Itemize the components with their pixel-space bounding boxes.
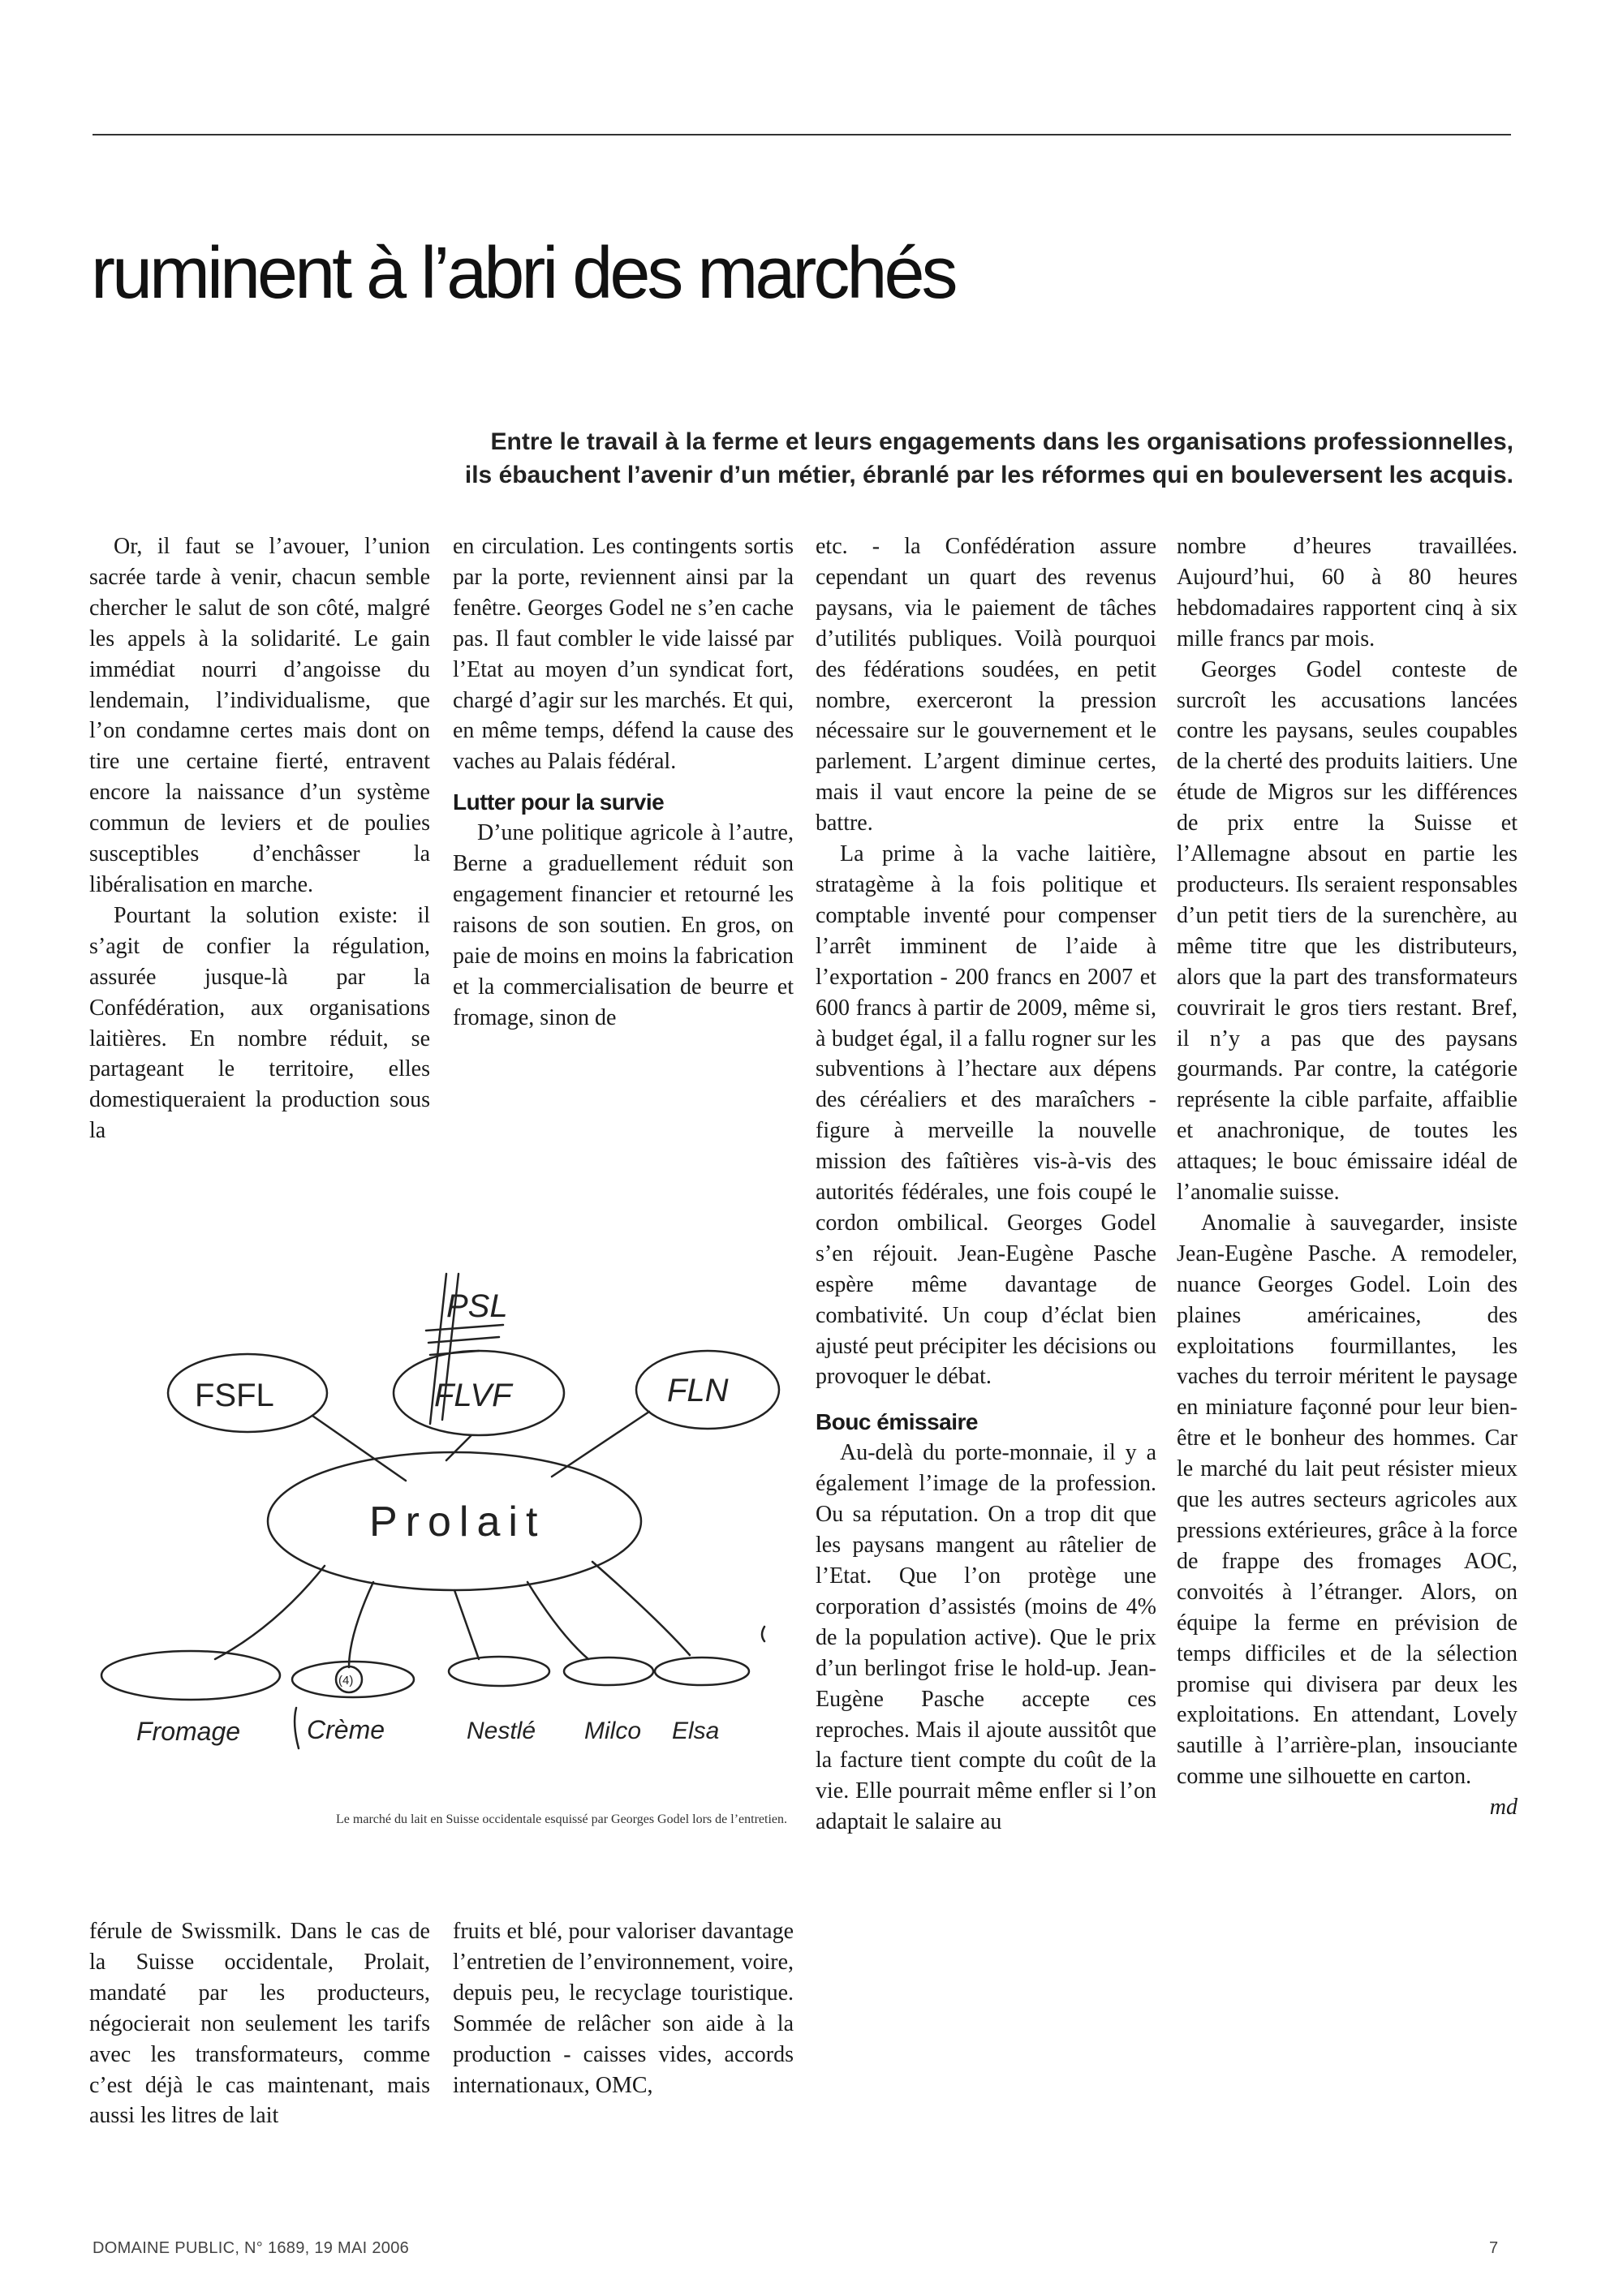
paragraph: etc. - la Confédération assure cependant un quart des revenus paysans, via le paiement de tâches d’utilités publiques. Voilà pourquoi des fédérations soudées, en petit nombre, exerceront la pression nécessaire sur le gouvernement et le parlement. L’argent diminue certes, mais il vaut encore la peine de se battre. — [816, 534, 1156, 836]
sketch-caption: Le marché du lait en Suisse occidentale esquissé par Georges Godel lors de l’entretien. — [336, 1812, 787, 1826]
paragraph: Georges Godel conteste de surcroît les accusations lancées contre les paysans, seules coupables de la cherté des produits laitiers. Une étude de Migros sur les différences de prix entre la Suisse et l’Allemagne absout en partie les producteurs. Ils seraient responsables d’un petit tiers de la surenchère, au même titre que les distributeurs, alors que la part des transformateurs couvrirait le gros tiers restant. Bref, il n’y a pas que des paysans gourmands. Par contre, la catégorie représente la cible parfaite, affaiblie et anachronique, de toutes les attaques; le bouc émissaire idéal de l’anomalie suisse. — [1177, 656, 1518, 1206]
column-1-bottom — [89, 1916, 430, 2131]
sketch-label-flvf: FLVF — [434, 1378, 512, 1413]
paragraph: Or, il faut se l’avouer, l’union sacrée tarde à venir, chacun semble chercher le salut de son côté, malgré les appels à la solidarité. Le gain immédiat nourri d’angoisse du lendemain, l’individualisme, que l’on condamne certes mais dont on tire une certaine fierté, entravent encore la naissance d’un système commun de leviers et de poulies susceptibles d’enchâsser la libéralisation en marche. — [89, 534, 430, 897]
paragraph: Pourtant la solution existe: il s’agit de confier la régulation, assurée jusque-là par la Confédération, aux organisations laitières. En nombre réduit, se partageant le territoire, elles domestiqueraient la production sous la — [89, 902, 430, 1144]
paragraph: fruits et blé, pour valoriser davantage l’entretien de l’environnement, voire, depuis peu, le recyclage touristique. Sommée de relâcher son aide à la production - caisses vides, accords internationaux, OMC, — [453, 1919, 794, 2098]
article-lead — [243, 425, 1513, 492]
section-heading: Bouc émissaire — [816, 1409, 978, 1435]
section-heading: Lutter pour la survie — [453, 789, 665, 815]
paragraph: férule de Swissmilk. Dans le cas de la Suisse occidentale, Prolait, mandaté par les producteurs, négocierait non seulement les tarifs avec les transformateurs, comme c’est déjà le cas maintenant, mais aussi les litres de lait — [89, 1919, 430, 2129]
sketch-label-fromage: Fromage — [136, 1717, 241, 1746]
paragraph — [1177, 1208, 1518, 1821]
milco-ellipse — [564, 1658, 653, 1685]
paragraph-text: Anomalie à sauvegarder, insiste Jean-Eugène Pasche. A remodeler, nuance Georges Godel. Loin des plaines américaines, des exploitations fourmillantes, les vaches du terroir méritent le paysage en miniature façonné pour leur bien-être et le bonheur des hommes. Car le marché du lait peut résister mieux que les autres secteurs agricoles aux pressions extérieures, grâce à la force de frappe des fromages AOC, convoités à l’étranger. Alors, on équipe la ferme en prévision de temps difficiles et de la sélection promise qui divisera par deux les exploitations. En attendant, Lovely sautille à l’arrière-plan, insouciante comme une silhouette en carton. — [1177, 1210, 1518, 1790]
elsa-ellipse — [655, 1658, 749, 1685]
column-2-top — [453, 531, 794, 1034]
page-footer: DOMAINE PUBLIC, N° 1689, 19 MAI 2006 — [93, 2239, 410, 2257]
sketch-label-elsa: Elsa — [672, 1718, 720, 1744]
sketch-label-psl: PSL — [446, 1288, 508, 1324]
lead-line-2: ils ébauchent l’avenir d’un métier, ébranlé par les réformes qui en bouleversent les acquis. — [464, 462, 1513, 488]
column-3 — [816, 531, 1156, 1838]
sketch-label-fsfl: FSFL — [195, 1378, 274, 1413]
sketch-label-prolait: Prolait — [369, 1498, 546, 1546]
lead-line-1: Entre le travail à la ferme et leurs engagements dans les organisations professionnelles, — [490, 428, 1513, 455]
sketch-label-creme: Crème — [307, 1715, 385, 1744]
author-signature: md — [1489, 1795, 1518, 1821]
paragraph: en circulation. Les contingents sortis par la porte, reviennent ainsi par la fenêtre. Georges Godel ne s’en cache pas. Il faut combler le vide laissé par l’Etat au moyen d’un syndicat fort, chargé d’agir sur les marchés. Et qui, en même temps, défend la cause des vaches au Palais fédéral. — [453, 534, 794, 775]
paragraph: La prime à la vache laitière, stratagème à la fois politique et comptable inventé pour compenser l’arrêt imminent de l’aide à l’exportation - 200 francs en 2007 et 600 francs à partir de 2009, même si, à budget égal, il a fallu rogner sur les subventions à l’hectare aux dépens des céréaliers et des maraîchers - figure à merveille la nouvelle mission des faîtières vis-à-vis des autorités fédérales, une fois coupé le cordon ombilical. Georges Godel s’en réjouit. Jean-Eugène Pasche espère même davantage de combativité. Un coup d’éclat bien ajusté peut précipiter les décisions ou provoquer le débat. — [816, 841, 1156, 1390]
column-1-top — [89, 531, 430, 1146]
column-2-bottom — [453, 1916, 794, 2100]
sketch-label-fln: FLN — [667, 1373, 729, 1408]
paragraph: D’une politique agricole à l’autre, Berne a graduellement réduit son engagement financier et retourné les raisons de son soutien. En gros, on paie de moins en moins la fabrication et la commercialisation de beurre et fromage, sinon de — [453, 820, 794, 1030]
page-number: 7 — [1489, 2239, 1499, 2257]
sketch-label-creme-mark: (4) — [338, 1674, 354, 1688]
hand-drawn-sketch — [89, 1253, 803, 1773]
sketch-label-milco: Milco — [584, 1718, 642, 1744]
fromage-ellipse — [101, 1651, 280, 1700]
top-rule — [93, 134, 1511, 135]
article-title: ruminent à l’abri des marchés — [91, 233, 955, 314]
sketch-label-nestle: Nestlé — [467, 1718, 536, 1744]
paragraph: Au-delà du porte-monnaie, il y a également l’image de la profession. Ou sa réputation. On a trop dit que les paysans mangent au râtelier de l’Etat. Que l’on protège une corporation d’assistés (moins de 4% de la population active). Que le prix d’un berlingot frise le hold-up. Jean-Eugène Pasche accepte ces reproches. Mais il ajoute aussitôt que la facture tient compte du coût de la vie. Elle pourrait même enfler si l’on adaptait le salaire au — [816, 1440, 1156, 1835]
column-4 — [1177, 531, 1518, 1823]
nestle-ellipse — [449, 1657, 549, 1686]
paragraph: nombre d’heures travaillées. Aujourd’hui, 60 à 80 heures hebdomadaires rapportent cinq à six mille francs par mois. — [1177, 534, 1518, 651]
